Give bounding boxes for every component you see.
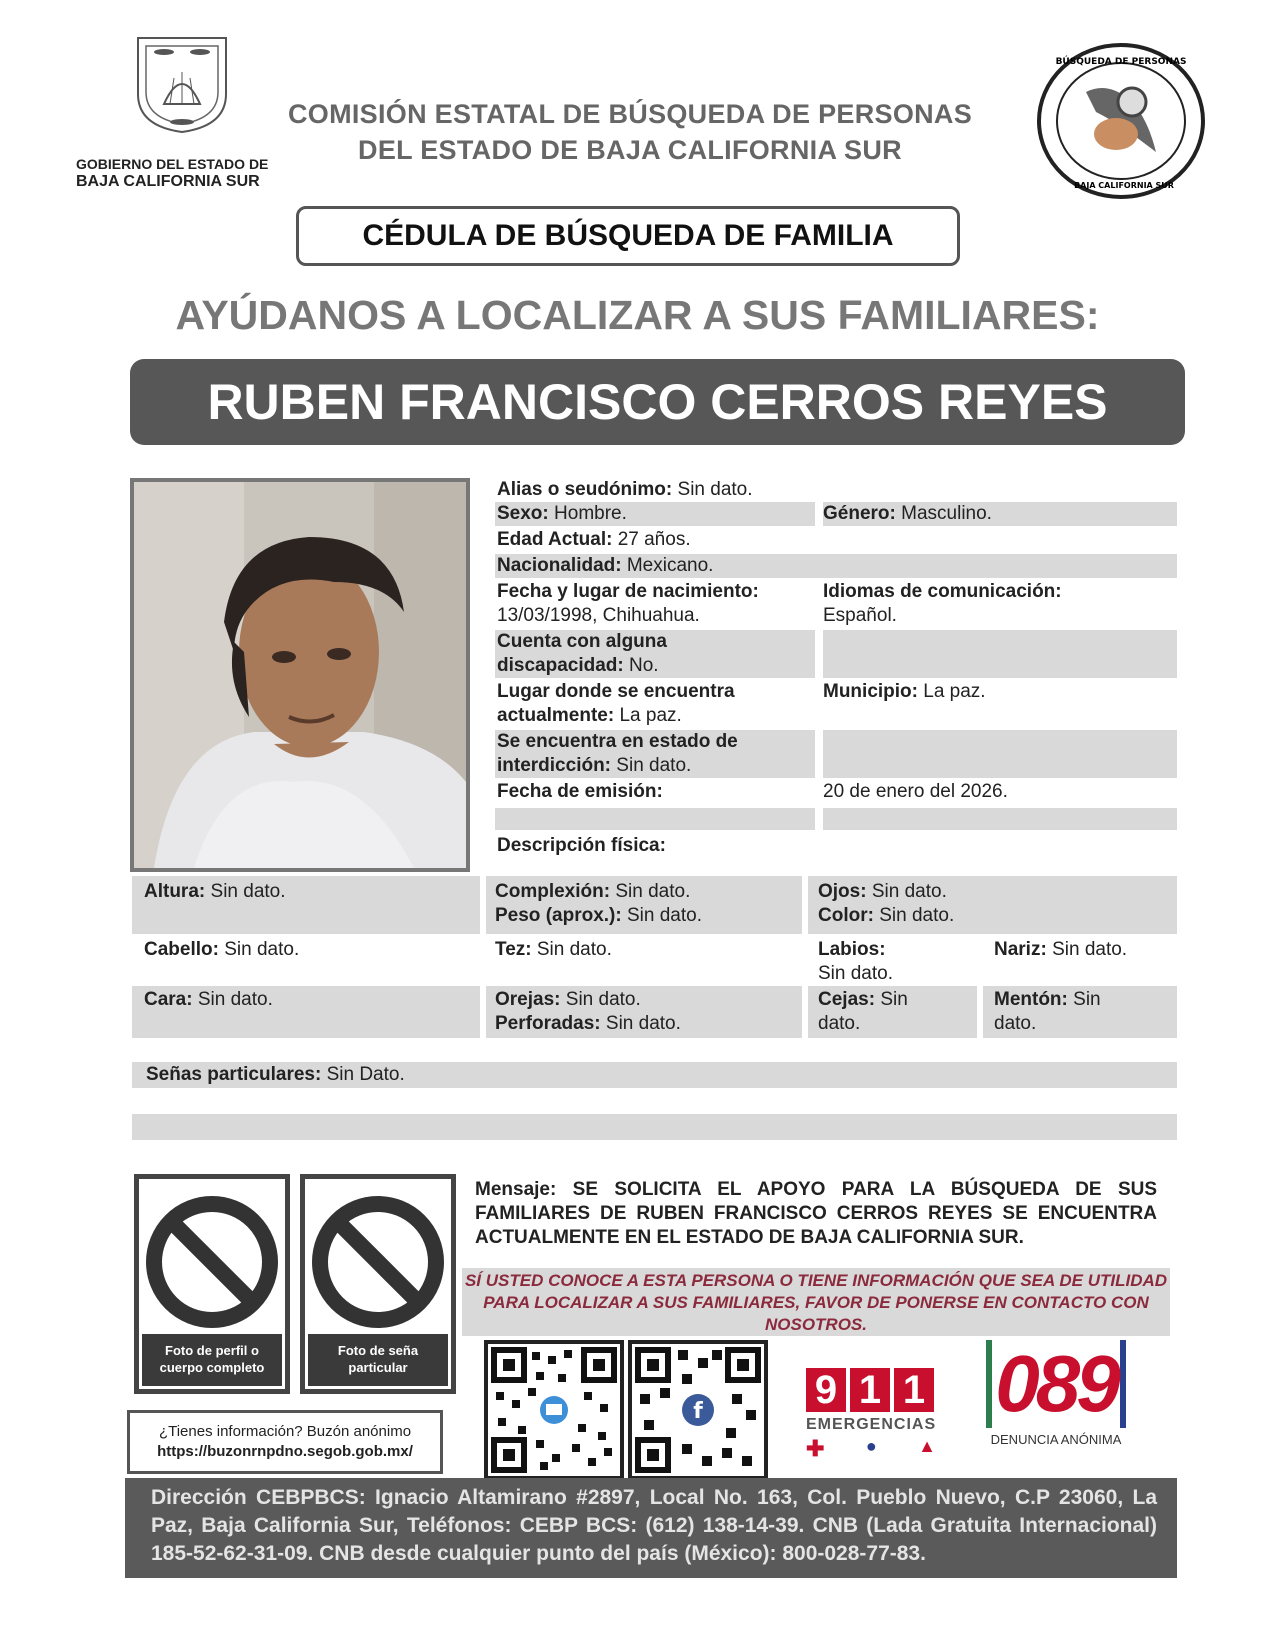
nacionalidad-row: Nacionalidad: Mexicano. <box>495 554 1177 578</box>
blank-band <box>132 1114 1177 1140</box>
document-title: CÉDULA DE BÚSQUEDA DE FAMILIA <box>296 206 960 266</box>
contact-warning: SÍ USTED CONOCE A ESTA PERSONA O TIENE INFORMACIÓN QUE SEA DE UTILIDAD PARA LOCALIZAR A SUS FAMILIARES, FAVOR DE PONERSE EN CONTACTO CON NOSOTROS. <box>462 1268 1170 1336</box>
svg-text:BÚSQUEDA DE PERSONAS: BÚSQUEDA DE PERSONAS <box>1055 57 1187 67</box>
emergency-911-logo: 9 1 1 EMERGENCIAS ✚ ● ▲ <box>806 1368 937 1461</box>
police-icon: ● <box>865 1436 877 1456</box>
nacimiento-row: Fecha y lugar de nacimiento: 13/03/1998, Chihuahua. Idiomas de comunicación: Español. <box>497 581 1062 626</box>
organization-name: COMISIÓN ESTATAL DE BÚSQUEDA DE PERSONAS DEL ESTADO DE BAJA CALIFORNIA SUR <box>287 99 973 165</box>
state-coat-of-arms-icon <box>134 34 230 134</box>
qr-code-facebook[interactable] <box>628 1340 768 1480</box>
qr-code-mail[interactable] <box>484 1340 624 1480</box>
footer-contact: Dirección CEBPBCS: Ignacio Altamirano #2897, Local No. 163, Col. Pueblo Nuevo, C.P 23060, La Paz, Baja California Sur, Teléfonos: CEBP BCS: (612) 138-14-39. CNB (Lada Gratuita Internacional) 185-52-62-31-09. CNB desde cualquier punto del país (México): 800-028-77-83. <box>125 1478 1177 1578</box>
person-photo <box>130 478 470 872</box>
mark-photo-placeholder <box>300 1174 456 1394</box>
mark-photo-caption: Foto de seña particular <box>308 1334 448 1386</box>
no-photo-icon <box>305 1187 451 1337</box>
profile-photo-caption: Foto de perfil o cuerpo completo <box>142 1334 282 1386</box>
alias-row: Alias o seudónimo: Sin dato. <box>497 479 753 500</box>
svg-text:f: f <box>693 1399 703 1424</box>
svg-text:BAJA CALIFORNIA SUR: BAJA CALIFORNIA SUR <box>1074 181 1174 190</box>
descripcion-row: Descripción física: <box>497 835 666 856</box>
no-photo-icon <box>139 1187 285 1337</box>
message: Mensaje: SE SOLICITA EL APOYO PARA LA BÚSQUEDA DE SUS FAMILIARES DE RUBEN FRANCISCO CERROS REYES SE ENCUENTRA ACTUALMENTE EN EL ESTADO DE BAJA CALIFORNIA SUR. <box>475 1179 1158 1248</box>
sexo-row: Sexo: Hombre. Género: Masculino. <box>495 502 1177 526</box>
senas-row: Señas particulares: Sin Dato. <box>132 1062 1177 1088</box>
commission-seal-icon <box>1036 42 1206 200</box>
fire-icon: ▲ <box>918 1436 936 1456</box>
lugar-row: Lugar donde se encuentra actualmente: La paz. Municipio: La paz. <box>497 681 986 726</box>
government-name: GOBIERNO DEL ESTADO DE BAJA CALIFORNIA SUR <box>76 156 269 190</box>
profile-photo-placeholder <box>134 1174 290 1394</box>
emision-row: Fecha de emisión: 20 de enero del 2026. <box>497 781 1008 802</box>
edad-row: Edad Actual: 27 años. <box>497 529 691 550</box>
denuncia-089-logo: 089 DENUNCIA ANÓNIMA <box>986 1340 1126 1456</box>
physical-row-3: Cara: Sin dato. Orejas: Sin dato. Perforadas: Sin dato. Cejas: Sin dato. Mentón: Sin dato. <box>132 986 1177 1038</box>
physical-row-1: Altura: Sin dato. Complexión: Sin dato. Peso (aprox.): Sin dato. Ojos: Sin dato. Color: Sin dato. <box>132 876 1177 934</box>
anonymous-mailbox <box>127 1410 443 1474</box>
subtitle: AYÚDANOS A LOCALIZAR A SUS FAMILIARES: <box>175 292 1100 338</box>
discapacidad-row: Cuenta con alguna discapacidad: No. <box>495 630 1177 678</box>
medical-cross-icon: ✚ <box>806 1436 825 1461</box>
mailbox-link[interactable]: https://buzonrnpdno.segob.gob.mx/ <box>157 1443 413 1460</box>
mailbox-text: ¿Tienes información? Buzón anónimo <box>158 1423 412 1440</box>
physical-row-2: Cabello: Sin dato. Tez: Sin dato. Labios: Sin dato. Nariz: Sin dato. <box>144 939 1128 984</box>
blank-row <box>495 808 1177 830</box>
person-name: RUBEN FRANCISCO CERROS REYES <box>130 359 1185 445</box>
interdiccion-row: Se encuentra en estado de interdicción: Sin dato. <box>495 730 1177 778</box>
